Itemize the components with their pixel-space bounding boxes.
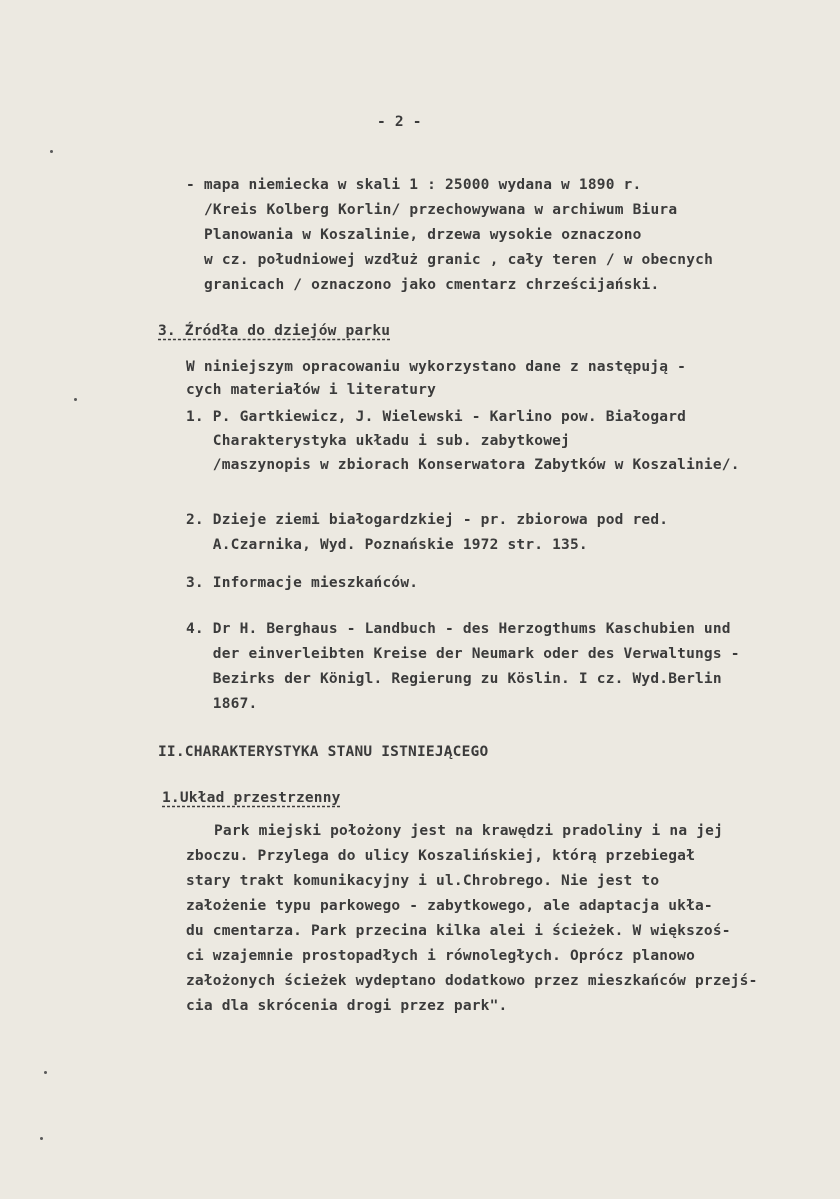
paragraph-line-3: stary trakt komunikacyjny i ul.Chrobrego. Nie jest to <box>186 873 660 889</box>
margin-speck <box>50 150 53 153</box>
intro-bullet-line-5: granicach / oznaczono jako cmentarz chrześcijański. <box>204 277 660 293</box>
paragraph-line-7: założonych ścieżek wydeptano dodatkowo przez mieszkańców przejś- <box>186 973 758 989</box>
intro-bullet-line-1: - mapa niemiecka w skali 1 : 25000 wydana w 1890 r. <box>186 177 642 193</box>
paragraph-line-4: założenie typu parkowego - zabytkowego, ale adaptacja ukła- <box>186 898 713 914</box>
source-item-1-line-2: Charakterystyka układu i sub. zabytkowej <box>186 433 570 449</box>
margin-speck <box>74 398 77 401</box>
subsection-heading: 1.Układ przestrzenny <box>162 790 341 806</box>
margin-speck <box>40 1137 43 1140</box>
intro-bullet-line-4: w cz. południowej wzdłuż granic , cały teren / w obecnych <box>204 252 713 268</box>
source-item-3-line-1: 3. Informacje mieszkańców. <box>186 575 419 591</box>
intro-bullet-line-3: Planowania w Koszalinie, drzewa wysokie oznaczono <box>204 227 642 243</box>
intro-bullet-line-2: /Kreis Kolberg Korlin/ przechowywana w archiwum Biura <box>204 202 678 218</box>
paragraph-line-6: ci wzajemnie prostopadłych i równoległych. Oprócz planowo <box>186 948 695 964</box>
paragraph-line-8: cia dla skrócenia drogi przez park". <box>186 998 508 1014</box>
source-item-4-line-2: der einverleibten Kreise der Neumark oder des Verwaltungs - <box>186 646 740 662</box>
section-3-intro-line-2: cych materiałów i literatury <box>186 382 437 398</box>
source-item-4-line-3: Bezirks der Königl. Regierung zu Köslin. I cz. Wyd.Berlin <box>186 671 722 687</box>
section-3-heading: 3. Źródła do dziejów parku <box>158 323 391 339</box>
source-item-4-line-4: 1867. <box>186 696 258 712</box>
source-item-2-line-1: 2. Dzieje ziemi białogardzkiej - pr. zbiorowa pod red. <box>186 512 669 528</box>
chapter-ii-heading: II.CHARAKTERYSTYKA STANU ISTNIEJĄCEGO <box>158 744 489 760</box>
section-3-intro-line-1: W niniejszym opracowaniu wykorzystano dane z następują - <box>186 359 687 375</box>
source-item-4-line-1: 4. Dr H. Berghaus - Landbuch - des Herzogthums Kaschubien und <box>186 621 731 637</box>
source-item-1-line-1: 1. P. Gartkiewicz, J. Wielewski - Karlino pow. Białogard <box>186 409 687 425</box>
source-item-1-line-3: /maszynopis w zbiorach Konserwatora Zabytków w Koszalinie/. <box>186 457 740 473</box>
paragraph-line-1: Park miejski położony jest na krawędzi pradoliny i na jej <box>214 823 723 839</box>
page-number: - 2 - <box>377 114 422 130</box>
paragraph-line-5: du cmentarza. Park przecina kilka alei i ścieżek. W większoś- <box>186 923 731 939</box>
paragraph-line-2: zboczu. Przylega do ulicy Koszalińskiej, którą przebiegał <box>186 848 695 864</box>
source-item-2-line-2: A.Czarnika, Wyd. Poznańskie 1972 str. 135. <box>186 537 588 553</box>
margin-speck <box>44 1071 47 1074</box>
